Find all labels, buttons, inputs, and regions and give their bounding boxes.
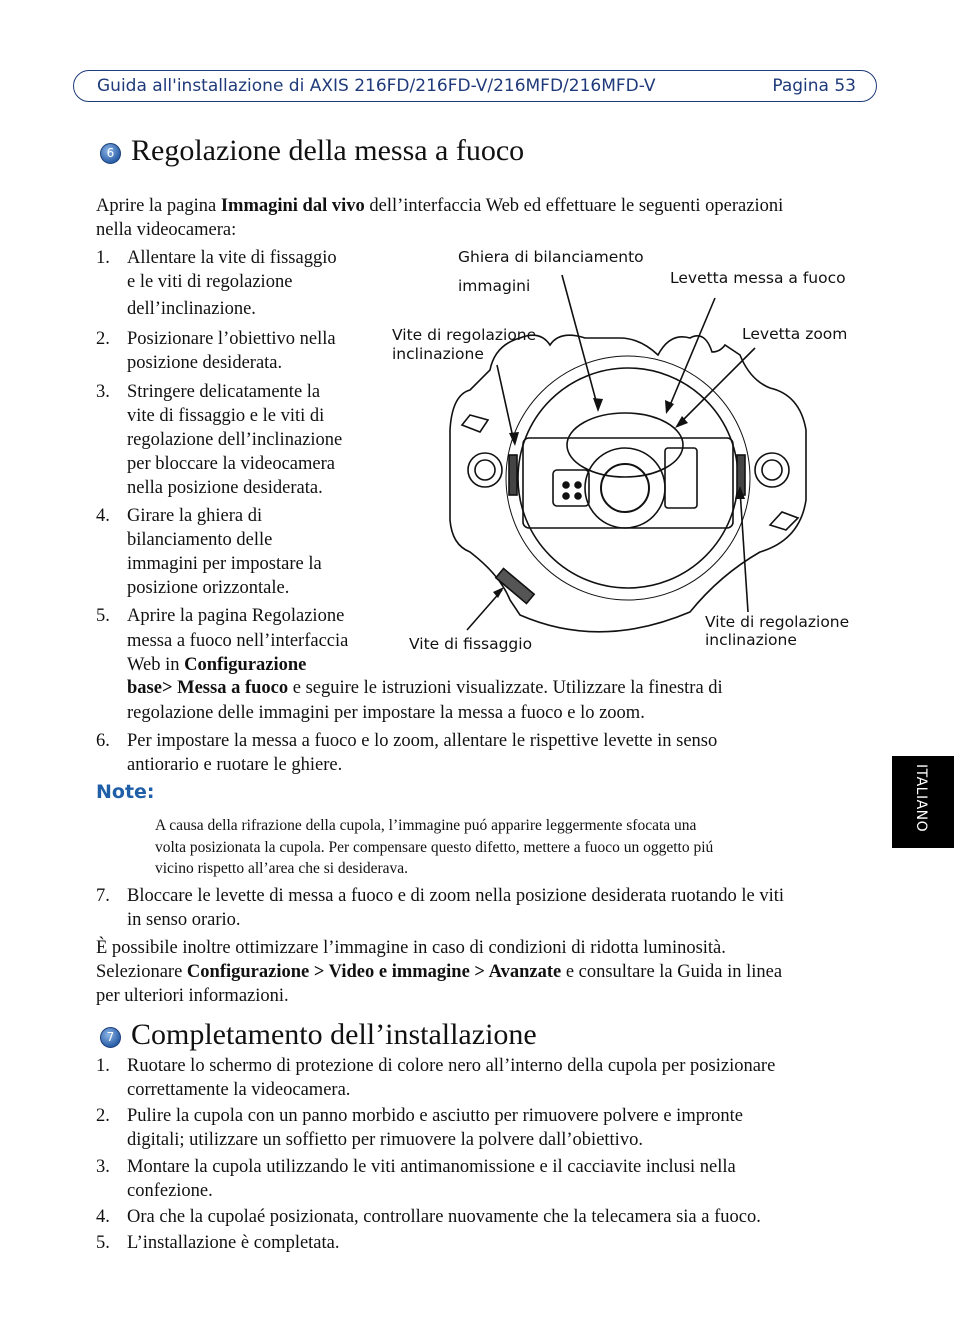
note-text bbox=[155, 815, 845, 880]
s7-step-5-number: 5. bbox=[96, 1233, 110, 1253]
section-6-heading bbox=[100, 134, 524, 168]
step-4-line-2: bilanciamento delle bbox=[127, 530, 273, 550]
step-5-line-3 bbox=[127, 653, 306, 677]
camera-diagram bbox=[380, 240, 820, 640]
note-line-1: A causa della rifrazione della cupola, l’immagine puó apparire leggermente sfocata una bbox=[155, 817, 697, 834]
step-4-number: 4. bbox=[96, 506, 110, 526]
s7-step-2-number: 2. bbox=[96, 1106, 110, 1126]
step-2-number: 2. bbox=[96, 329, 110, 349]
label-vite-incl-top-2: inclinazione bbox=[392, 345, 484, 363]
after-line-3: per ulteriori informazioni. bbox=[96, 986, 289, 1006]
s7-step-3-line-2: confezione. bbox=[127, 1181, 213, 1201]
step-6-badge-icon: 6 bbox=[100, 143, 121, 164]
step-5-line-1: Aprire la pagina Regolazione bbox=[127, 606, 345, 626]
label-levetta-fuoco: Levetta messa a fuoco bbox=[670, 269, 846, 287]
step-7-badge-icon: 7 bbox=[100, 1027, 121, 1048]
right-mount-hole bbox=[755, 453, 789, 487]
header-page-number: Pagina 53 bbox=[772, 76, 856, 96]
step-1-number: 1. bbox=[96, 248, 110, 268]
intro-line-2: nella videocamera: bbox=[96, 220, 237, 240]
intro-text-post: dell’interfaccia Web ed effettuare le seguenti operazioni bbox=[364, 196, 784, 216]
step-5-line-4 bbox=[127, 676, 723, 700]
label-vite-incl-bot-2: inclinazione bbox=[705, 631, 797, 649]
label-levetta-zoom: Levetta zoom bbox=[742, 325, 848, 343]
after-text: Selezionare bbox=[96, 962, 187, 982]
s7-step-4-number: 4. bbox=[96, 1207, 110, 1227]
pointer-ghiera bbox=[562, 275, 598, 408]
after-text-post: e consultare la Guida in linea bbox=[561, 962, 783, 982]
label-vite-incl-top-1: Vite di regolazione bbox=[392, 326, 537, 344]
step-5-text-2: e seguire le istruzioni visualizzate. Utilizzare la finestra di bbox=[288, 678, 723, 698]
pointer-vite-incl-bot bbox=[740, 490, 748, 612]
step-5-menu-path-2: base> Messa a fuoco bbox=[127, 678, 289, 698]
s7-step-2-line-1: Pulire la cupola con un panno morbido e asciutto per rimuovere polvere e impronte bbox=[127, 1106, 743, 1126]
header-title: Guida all'installazione di AXIS 216FD/216FD-V/216MFD/216MFD-V bbox=[97, 76, 656, 96]
step-6-line-2: antiorario e ruotare le ghiere. bbox=[127, 755, 343, 775]
step-7-number: 7. bbox=[96, 886, 110, 906]
after-menu-path: Configurazione > Video e immagine > Avanzate bbox=[186, 962, 562, 982]
label-vite-incl-bot-1: Vite di regolazione bbox=[705, 613, 850, 631]
inner-dome bbox=[518, 368, 738, 588]
language-tab-label: ITALIANO bbox=[913, 764, 929, 833]
page-header bbox=[73, 70, 877, 102]
lens-barrel bbox=[585, 448, 665, 528]
step-5-menu-path: Configurazione bbox=[184, 655, 307, 675]
s7-step-2-line-2: digitali; utilizzare un soffietto per rimuovere la polvere dall’obiettivo. bbox=[127, 1130, 643, 1150]
pointer-levetta-fuoco bbox=[668, 298, 715, 410]
note-title: Note: bbox=[96, 781, 155, 803]
s7-step-4-line-1: Ora che la cupolaé posizionata, controllare nuovamente che la telecamera sia a fuoco. bbox=[127, 1207, 761, 1227]
s7-step-3-line-1: Montare la cupola utilizzando le viti antimanomissione e il cacciavite inclusi nella bbox=[127, 1157, 736, 1177]
step-4-line-4: posizione orizzontale. bbox=[127, 578, 290, 598]
step-4-line-1: Girare la ghiera di bbox=[127, 506, 263, 526]
step-2-line-1: Posizionare l’obiettivo nella bbox=[127, 329, 336, 349]
step-3-line-2: vite di fissaggio e le viti di bbox=[127, 406, 325, 426]
intro-bold: Immagini dal vivo bbox=[220, 196, 365, 216]
section-7-heading bbox=[100, 1018, 537, 1052]
step-5-line-2: messa a fuoco nell’interfaccia bbox=[127, 631, 349, 651]
label-vite-fissaggio: Vite di fissaggio bbox=[409, 635, 533, 653]
step-3-line-1: Stringere delicatamente la bbox=[127, 382, 321, 402]
step-6-line-1: Per impostare la messa a fuoco e lo zoom, allentare le rispettive levette in senso bbox=[127, 731, 718, 751]
after-line-1: È possibile inoltre ottimizzare l’immagine in caso di condizioni di ridotta luminosità. bbox=[96, 938, 726, 958]
step-1-line-3: dell’inclinazione. bbox=[127, 299, 256, 319]
step-3-line-3: regolazione dell’inclinazione bbox=[127, 430, 343, 450]
step-5-number: 5. bbox=[96, 606, 110, 626]
section-7-title: Completamento dell’installazione bbox=[131, 1018, 537, 1051]
step-5-line-5: regolazione delle immagini per impostare la messa a fuoco e lo zoom. bbox=[127, 703, 645, 723]
pointer-vite-incl-top bbox=[497, 365, 514, 442]
step-3-line-5: nella posizione desiderata. bbox=[127, 478, 323, 498]
s7-step-1-number: 1. bbox=[96, 1056, 110, 1076]
step-5-text: Web in bbox=[127, 655, 185, 675]
label-ghiera-line-2: immagini bbox=[458, 277, 531, 295]
label-ghiera-line-1: Ghiera di bilanciamento bbox=[458, 248, 644, 266]
fixing-screw bbox=[496, 569, 534, 604]
s7-step-1-line-1: Ruotare lo schermo di protezione di colore nero all’interno della cupola per posizionare bbox=[127, 1056, 776, 1076]
step-7-line-1: Bloccare le levette di messa a fuoco e di zoom nella posizione desiderata ruotando le viti bbox=[127, 886, 785, 906]
s7-step-5-line-1: L’installazione è completata. bbox=[127, 1233, 340, 1253]
step-7-line-2: in senso orario. bbox=[127, 910, 241, 930]
lens-bracket bbox=[523, 438, 733, 528]
section-6-title: Regolazione della messa a fuoco bbox=[131, 134, 525, 167]
intro-line-1 bbox=[96, 194, 783, 218]
tilt-screw-left bbox=[509, 455, 517, 495]
left-mount-hole bbox=[468, 453, 502, 487]
lens-glass bbox=[601, 464, 649, 512]
step-4-line-3: immagini per impostare la bbox=[127, 554, 322, 574]
step-1-line-1: Allentare la vite di fissaggio bbox=[127, 248, 337, 268]
step-6-number: 6. bbox=[96, 731, 110, 751]
step-2-line-2: posizione desiderata. bbox=[127, 353, 283, 373]
intro-text: Aprire la pagina bbox=[96, 196, 221, 216]
note-line-2: volta posizionata la cupola. Per compensare questo difetto, mettere a fuoco un oggetto piú bbox=[155, 838, 714, 856]
step-1-line-2: e le viti di regolazione bbox=[127, 272, 293, 292]
step-3-number: 3. bbox=[96, 382, 110, 402]
after-line-2 bbox=[96, 960, 782, 984]
s7-step-3-number: 3. bbox=[96, 1157, 110, 1177]
note-line-3: vicino rispetto all’area che si desiderava. bbox=[155, 860, 409, 877]
s7-step-1-line-2: correttamente la videocamera. bbox=[127, 1080, 351, 1100]
language-tab bbox=[892, 756, 954, 848]
step-3-line-4: per bloccare la videocamera bbox=[127, 454, 335, 474]
